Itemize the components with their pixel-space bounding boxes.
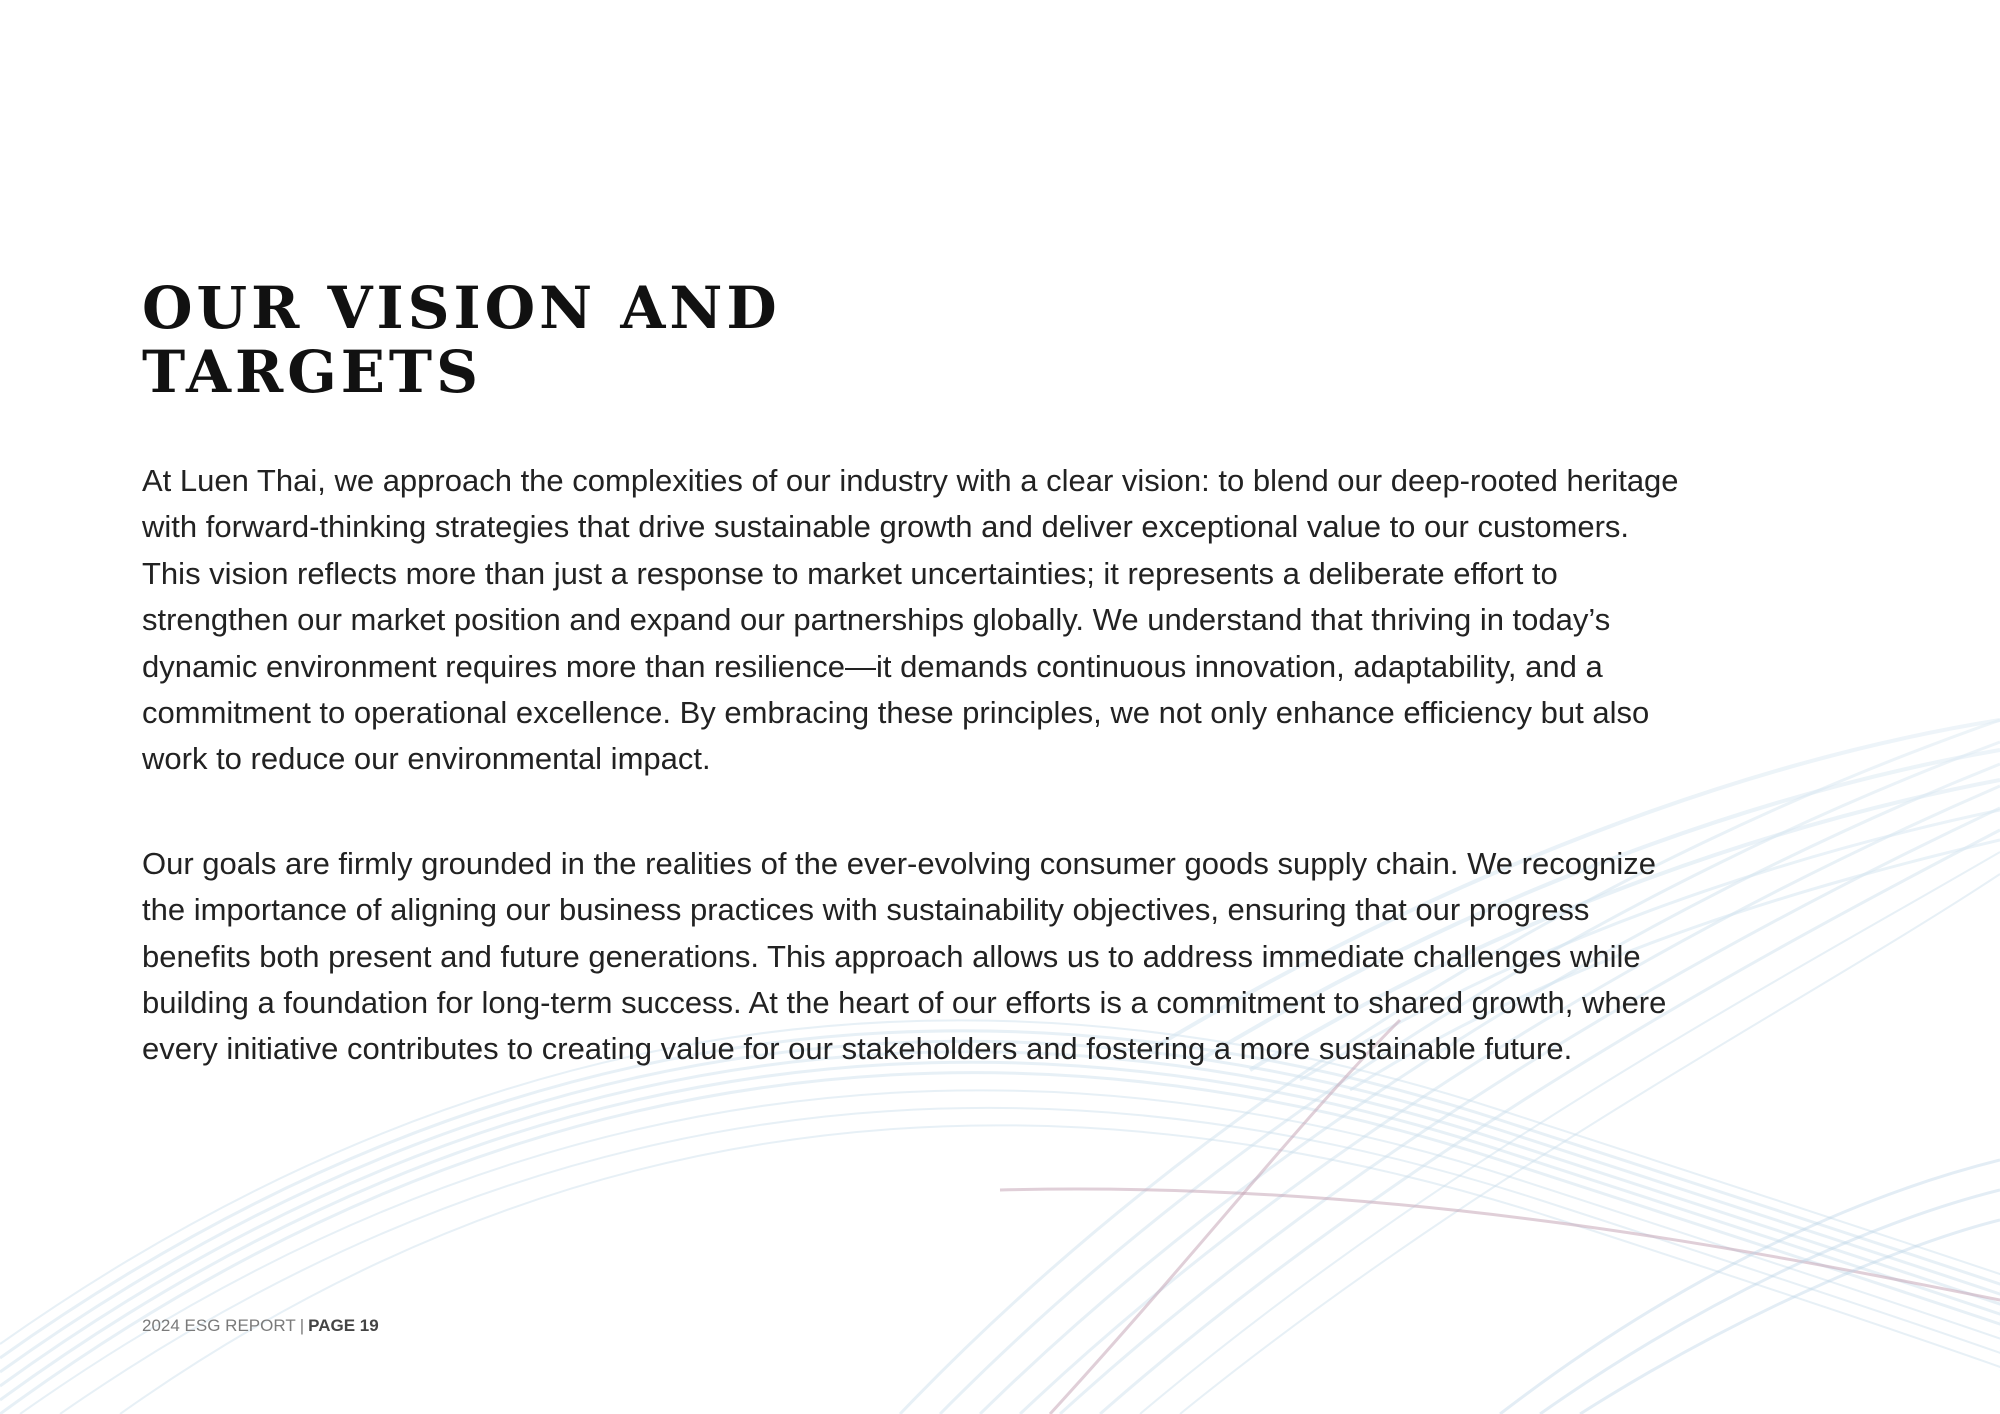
page-footer: [142, 1316, 379, 1336]
goals-paragraph: Our goals are firmly grounded in the realities of the ever-evolving consumer goods supply chain. We recognize the importance of aligning our business practices with sustainability objectives, ensuring that our progress benefits both present and future generations. This approach allows us to address immediate challenges while building a foundation for long-term success. At the heart of our efforts is a commitment to shared growth, where every initiative contributes to creating value for our stakeholders and fostering a more sustainable future.: [142, 845, 1667, 1067]
page-title: [142, 276, 1682, 404]
report-label: 2024 ESG REPORT: [142, 1316, 296, 1335]
page-title-line-2: TARGETS: [142, 338, 482, 406]
main-content: [142, 276, 1682, 1073]
page-number: PAGE 19: [308, 1316, 379, 1335]
vision-paragraph: At Luen Thai, we approach the complexities of our industry with a clear vision: to blend our deep-rooted heritage with forward-thinking strategies that drive sustainable growth and deliver exceptional value to our customers. This vision reflects more than just a response to market uncertainties; it represents a deliberate effort to strengthen our market position and expand our partnerships globally. We understand that thriving in today’s dynamic environment requires more than resilience—it demands continuous innovation, adaptability, and a commitment to operational excellence. By embracing these principles, we not only enhance efficiency but also work to reduce our environmental impact.: [142, 463, 1679, 777]
page-title-line-1: OUR VISION AND: [142, 274, 781, 342]
footer-separator: |: [299, 1316, 305, 1335]
